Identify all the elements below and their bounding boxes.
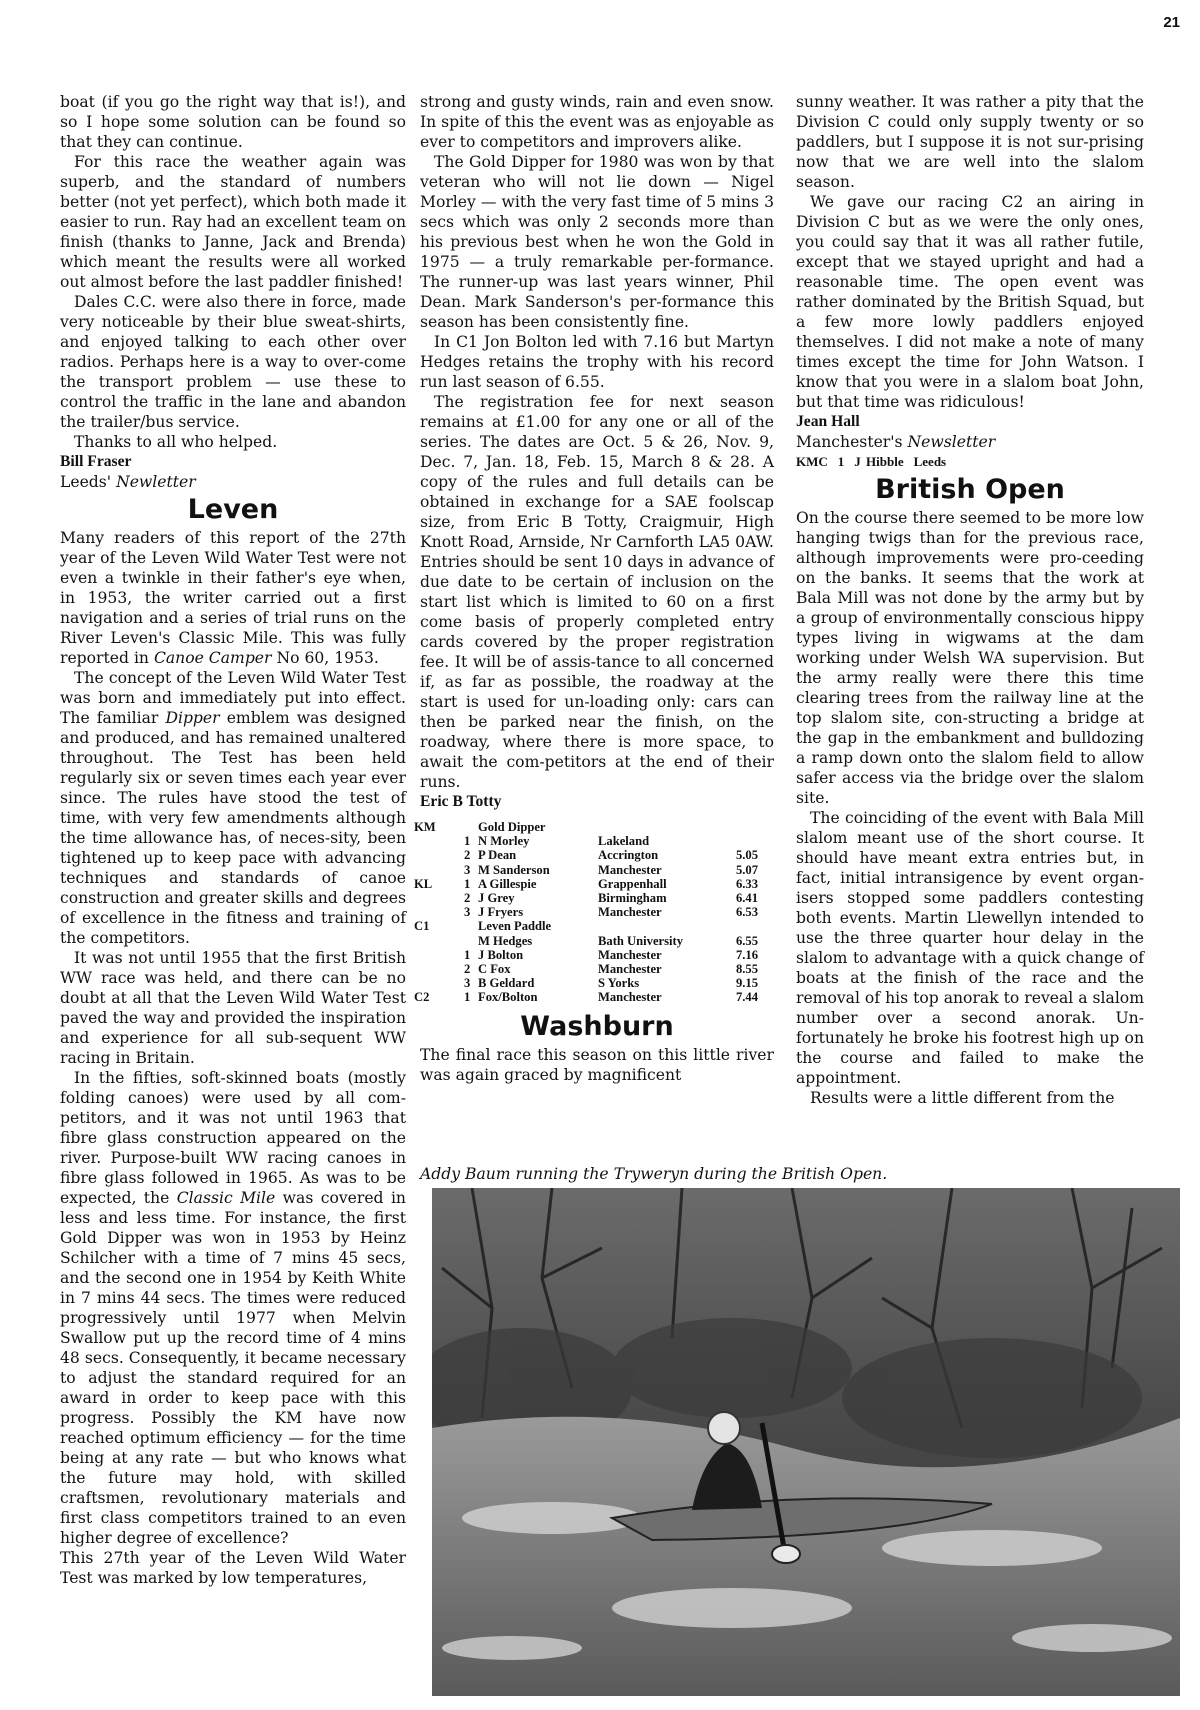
result-position: 2 (464, 848, 471, 863)
paragraph: Many readers of this report of the 27th year of the Leven Wild Water Test were not even a twinkle in their father's eye when, in 1953, the writer carried out a first navigation and a series of trial runs on the River Leven's Classic Mile. This was fully reported in Canoe Camper No 60, 1953. (60, 529, 406, 667)
kayak-photo (432, 1188, 1180, 1696)
result-class (414, 962, 464, 976)
table-row (414, 834, 776, 848)
result-time: 6.41 (735, 891, 758, 906)
result-time (734, 834, 776, 848)
paragraph: It was not until 1955 that the first British WW race was held, and there can be no doubt at all that the Leven Wild Water Test paved the way and provided the inspiration and experience for all sub-sequent WW racing in Britain. (60, 949, 406, 1067)
result-position (464, 934, 478, 948)
paragraph: Results were a little different from the (810, 1089, 1115, 1107)
washburn-result-line: KMC 1 J Hibble Leeds (796, 454, 947, 469)
paragraph: On the course there seemed to be more low hanging twigs than for the previous race, although improvements were pro-ceeding on the banks. It seems that the work at Bala Mill was not done by the army but by a group of environmentally conscious hippy types living in wigwams at the dam working under Welsh WA supervision. But the army really were there this time clearing trees from the railway line at the top slalom site, con-structing a bridge at the gap in the embankment and bulldozing a ramp down onto the slalom field to allow safer access via the bridge over the slalom site. (796, 509, 1144, 807)
result-name: Fox/Bolton (478, 990, 538, 1005)
table-row (414, 905, 776, 919)
result-time: 9.15 (735, 976, 758, 991)
column-1 (60, 92, 406, 1588)
section-heading-washburn: Washburn (520, 1010, 674, 1042)
paragraph: sunny weather. It was rather a pity that the Division C could only supply twenty or so paddlers, but I suppose it is not sur-prising now that we are well into the slalom season. (796, 93, 1144, 191)
result-position: 1 (464, 876, 471, 891)
paragraph: The concept of the Leven Wild Water Test was born and immediately put into effect. The familiar Dipper emblem was designed and produced, and has remained unaltered throughout. The Test has been held regularly six or seven times each year ever since. The rules have stood the test of time, with very few amendments although the time allowance has, of neces-sity, been tightened up to keep pace with advancing techniques and standards of canoe construction and greater skills and degrees of excellence in the fitness and training of the competitors. (60, 669, 406, 947)
author-signature: Bill Fraser (60, 453, 132, 470)
result-name: M Hedges (478, 933, 533, 948)
table-row (414, 934, 776, 948)
result-club: Manchester (598, 990, 662, 1005)
result-time (734, 919, 776, 933)
table-row (414, 990, 776, 1004)
paragraph: The coinciding of the event with Bala Mill slalom meant use of the short course. It should have meant extra entries but, in fact, initial intransigence by event organ-isers stopped some paddlers contesting both events. Martin Llewellyn intended to use the three quarter hour delay in the slalom to advantage with a quick change of boats at the finish of the race and the removal of his top anorak to reveal a slalom number over a second anorak. Un-fortunately he broke his footrest high up on the course and failed to make the appointment. (796, 809, 1144, 1087)
result-name: Leven Paddle (478, 919, 552, 934)
table-row (414, 948, 776, 962)
result-club: Accrington (598, 848, 659, 863)
result-class (414, 891, 464, 905)
result-time (734, 820, 776, 834)
source-line: Manchester's Newsletter (796, 433, 996, 451)
paragraph: Thanks to all who helped. (74, 433, 278, 451)
paragraph: The Gold Dipper for 1980 was won by that veteran who will not lie down — Nigel Morley — with the very fast time of 5 mins 3 secs which was only 2 seconds more than his previous best when he won the Gold in 1975 — a truly remarkable per-formance. The runner-up was last years winner, Phil Dean. Mark Sanderson's per-formance this season has been consistently fine. (420, 153, 774, 331)
result-club: Manchester (598, 947, 662, 962)
result-class (414, 934, 464, 948)
page-number: 21 (1163, 14, 1180, 31)
result-name: J Grey (478, 891, 515, 906)
result-club: Manchester (598, 962, 662, 977)
result-name: P Dean (478, 848, 517, 863)
results-table (414, 820, 776, 1005)
paragraph: boat (if you go the right way that is!), and so I hope some solution can be found so that they can continue. (60, 93, 406, 151)
result-time: 7.16 (735, 947, 758, 962)
result-position (464, 820, 478, 834)
table-row (414, 863, 776, 877)
section-heading-leven: Leven (187, 494, 279, 525)
section-heading-british-open: British Open (875, 474, 1065, 505)
result-name: A Gillespie (478, 876, 537, 891)
result-class (414, 976, 464, 990)
paragraph: strong and gusty winds, rain and even snow. In spite of this the event was as enjoyable as ever to competitors and improvers alike. (420, 93, 774, 151)
result-time: 5.07 (735, 862, 758, 877)
result-name: C Fox (478, 962, 511, 977)
result-position (464, 919, 478, 933)
paragraph: We gave our racing C2 an airing in Division C but as we were the only ones, you could say that it was all rather futile, except that we stayed upright and had a reasonable time. The open event was rather dominated by the British Squad, but a few more lowly paddlers enjoyed themselves. I did not make a note of many times except the time for John Watson. I know that you were in a slalom boat John, but that time was ridiculous! (796, 193, 1144, 411)
result-position: 3 (464, 905, 471, 920)
result-class (414, 905, 464, 919)
paragraph: In the fifties, soft-skinned boats (mostly folding canoes) were used by all com-petitors, and it was not until 1963 that fibre glass construction appeared on the river. Purpose-built WW racing canoes in fibre glass followed in 1965. As was to be expected, the Classic Mile was covered in less and less time. For instance, the first Gold Dipper was won in 1953 by Heinz Schilcher with a time of 7 mins 45 secs, and the second one in 1954 by Keith White in 7 mins 44 secs. The times were reduced progressively until 1977 when Melvin Swallow put up the record time of 4 mins 48 secs. Consequently, it became necessary to adjust the standard required for an award in order to keep pace with this progress. Possibly the KM have now reached optimum efficiency — for the time being at any rate — but who knows what the future may hold, with skilled craftsmen, revolutionary materials and first class competitors trained to an even higher degree of excellence? (60, 1069, 406, 1547)
result-class (414, 863, 464, 877)
result-time: 6.55 (735, 933, 758, 948)
table-row (414, 848, 776, 862)
table-row (414, 891, 776, 905)
author-signature: Eric B Totty (420, 793, 502, 810)
result-position: 2 (464, 962, 471, 977)
result-class (414, 948, 464, 962)
paragraph: In C1 Jon Bolton led with 7.16 but Martyn Hedges retains the trophy with his record run last season of 6.55. (420, 333, 774, 391)
table-row (414, 976, 776, 990)
source-line: Leeds' Newletter (60, 473, 196, 491)
result-club: Manchester (598, 905, 662, 920)
result-club: Lakeland (598, 834, 650, 849)
paragraph: Dales C.C. were also there in force, made very noticeable by their blue sweat-shirts, and enjoyed talking to each other over radios. Perhaps here is a way to over-come the transport problem — use these to control the traffic in the lane and abandon the trailer/bus service. (60, 293, 406, 431)
photo-caption: Addy Baum running the Tryweryn during the British Open. (420, 1165, 888, 1183)
paragraph: This 27th year of the Leven Wild Water Test was marked by low temperatures, (60, 1549, 406, 1587)
result-position: 1 (464, 947, 471, 962)
result-name: B Geldard (478, 976, 535, 991)
result-position: 2 (464, 891, 471, 906)
paragraph: The final race this season on this little river was again graced by magnificent (420, 1045, 774, 1084)
paragraph: The registration fee for next season remains at £1.00 for any one or all of the series. The dates are Oct. 5 & 26, Nov. 9, Dec. 7, Jan. 18, Feb. 15, March 8 & 28. A copy of the rules and full details can be obtained in exchange for a SAE foolscap size, from Eric B Totty, Craigmuir, High Knott Road, Arnside, Nr Carnforth LA5 0AW. Entries should be sent 10 days in advance of due date to be certain of inclusion on the start list which is limited to 60 on a first come basis of properly completed entry cards covered by the proper registration fee. It will be of assis-tance to all concerned if, as far as possible, the roadway at the start is used for un-loading only: cars can then be parked near the finish, on the roadway, where there is more space, to await the com-petitors at the end of their runs. (420, 393, 774, 791)
result-club: Birmingham (598, 891, 667, 906)
result-class: KL (414, 876, 433, 891)
result-name: M Sanderson (478, 862, 550, 877)
table-row (414, 919, 776, 933)
result-class (414, 848, 464, 862)
result-position: 1 (464, 834, 471, 849)
result-class: C1 (414, 919, 430, 934)
result-club: Grappenhall (598, 876, 667, 891)
result-club (598, 820, 734, 834)
column-3 (796, 92, 1144, 1108)
table-row (414, 877, 776, 891)
result-time: 6.53 (735, 905, 758, 920)
result-name: N Morley (478, 834, 530, 849)
result-time: 7.44 (735, 990, 758, 1005)
author-signature: Jean Hall (796, 413, 860, 430)
column-2 (414, 92, 774, 1085)
result-time: 8.55 (735, 962, 758, 977)
result-position: 1 (464, 990, 471, 1005)
table-row (414, 820, 776, 834)
result-class: C2 (414, 990, 430, 1005)
result-name: J Bolton (478, 947, 524, 962)
paragraph: For this race the weather again was superb, and the standard of numbers better (not yet perfect), which both made it easier to run. Ray had an excellent team on finish (thanks to Janne, Jack and Brenda) which meant the results were all worked out almost before the last paddler finished! (60, 153, 406, 291)
result-class (414, 834, 464, 848)
result-club (598, 919, 734, 933)
result-name: J Fryers (478, 905, 524, 920)
table-row (414, 962, 776, 976)
result-club: Manchester (598, 862, 662, 877)
result-name: Gold Dipper (478, 820, 546, 834)
result-club: S Yorks (598, 976, 640, 991)
result-class: KM (414, 820, 436, 834)
result-position: 3 (464, 976, 471, 991)
kayak-photo-illustration (432, 1188, 1180, 1696)
result-position: 3 (464, 862, 471, 877)
result-club: Bath University (598, 933, 684, 948)
result-time: 6.33 (735, 876, 758, 891)
result-time: 5.05 (735, 848, 758, 863)
